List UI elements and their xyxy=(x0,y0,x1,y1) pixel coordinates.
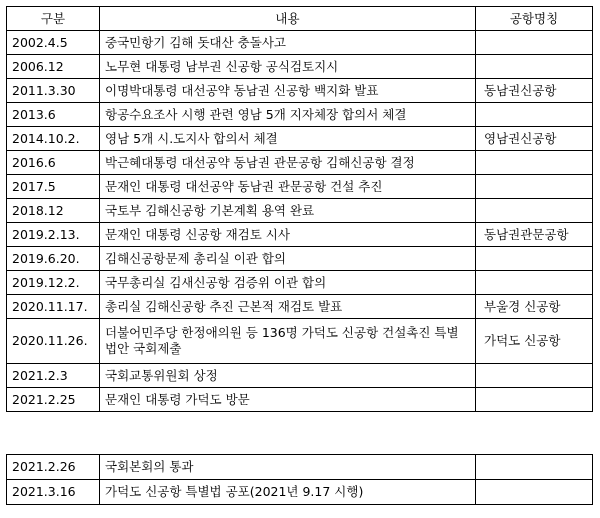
date-cell: 2019.12.2. xyxy=(7,271,100,295)
date-cell: 2013.6 xyxy=(7,103,100,127)
airport-name-cell: 동남권신공항 xyxy=(476,79,593,103)
airport-name-cell: 동남권관문공항 xyxy=(476,223,593,247)
table-row xyxy=(7,103,593,127)
content-cell: 국무총리실 김새신공항 검증위 이관 합의 xyxy=(100,271,476,295)
content-cell: 더불어민주당 한정애의원 등 136명 가덕도 신공항 건설촉진 특별법안 국회제출 xyxy=(100,319,476,364)
date-cell: 2017.5 xyxy=(7,175,100,199)
airport-name-cell xyxy=(476,480,593,505)
content-cell: 문재인 대통령 가덕도 방문 xyxy=(100,388,476,412)
table-row xyxy=(7,151,593,175)
airport-name-cell xyxy=(476,103,593,127)
date-cell: 2014.10.2. xyxy=(7,127,100,151)
date-cell: 2020.11.17. xyxy=(7,295,100,319)
content-cell: 항공수요조사 시행 관련 영남 5개 지자체장 합의서 체결 xyxy=(100,103,476,127)
date-cell: 2020.11.26. xyxy=(7,319,100,364)
content-cell: 영남 5개 시.도지사 합의서 체결 xyxy=(100,127,476,151)
date-cell: 2019.6.20. xyxy=(7,247,100,271)
table-row xyxy=(7,31,593,55)
table-row xyxy=(7,55,593,79)
airport-name-cell xyxy=(476,364,593,388)
date-cell: 2016.6 xyxy=(7,151,100,175)
table-row xyxy=(7,364,593,388)
airport-name-cell xyxy=(476,175,593,199)
content-cell: 이명박대통령 대선공약 동남권 신공항 백지화 발표 xyxy=(100,79,476,103)
header-date: 구분 xyxy=(7,7,100,31)
airport-name-cell xyxy=(476,55,593,79)
airport-name-cell: 영남권신공항 xyxy=(476,127,593,151)
content-cell: 국회본회의 통과 xyxy=(100,455,476,480)
date-cell: 2018.12 xyxy=(7,199,100,223)
airport-name-cell xyxy=(476,151,593,175)
date-cell: 2006.12 xyxy=(7,55,100,79)
timeline-table xyxy=(6,6,593,412)
content-cell: 김해신공항문제 총리실 이관 합의 xyxy=(100,247,476,271)
airport-name-cell xyxy=(476,455,593,480)
table-row xyxy=(7,388,593,412)
content-cell: 국토부 김해신공항 기본계획 용역 완료 xyxy=(100,199,476,223)
airport-name-cell: 가덕도 신공항 xyxy=(476,319,593,364)
content-cell: 국회교통위원회 상정 xyxy=(100,364,476,388)
date-cell: 2021.2.3 xyxy=(7,364,100,388)
airport-name-cell xyxy=(476,388,593,412)
date-cell: 2021.2.26 xyxy=(7,455,100,480)
content-cell: 박근혜대통령 대선공약 동남권 관문공항 김해신공항 결정 xyxy=(100,151,476,175)
table-row xyxy=(7,295,593,319)
header-row xyxy=(7,7,593,31)
table-row xyxy=(7,175,593,199)
date-cell: 2021.2.25 xyxy=(7,388,100,412)
table-row xyxy=(7,319,593,364)
header-airport-name: 공항명칭 xyxy=(476,7,593,31)
date-cell: 2011.3.30 xyxy=(7,79,100,103)
content-cell: 총리실 김해신공항 추진 근본적 재검토 발표 xyxy=(100,295,476,319)
airport-name-cell xyxy=(476,31,593,55)
content-cell: 노무현 대통령 남부권 신공항 공식검토지시 xyxy=(100,55,476,79)
table-row xyxy=(7,223,593,247)
table-row xyxy=(7,127,593,151)
content-cell: 중국민항기 김해 돗대산 충돌사고 xyxy=(100,31,476,55)
table-row xyxy=(7,247,593,271)
header-content: 내용 xyxy=(100,7,476,31)
airport-name-cell xyxy=(476,247,593,271)
airport-name-cell: 부울경 신공항 xyxy=(476,295,593,319)
timeline-table-continued xyxy=(6,454,593,505)
date-cell: 2002.4.5 xyxy=(7,31,100,55)
airport-name-cell xyxy=(476,271,593,295)
table-row xyxy=(7,271,593,295)
date-cell: 2019.2.13. xyxy=(7,223,100,247)
content-cell: 문재인 대통령 대선공약 동남권 관문공항 건설 추진 xyxy=(100,175,476,199)
table-row xyxy=(7,455,593,480)
content-cell: 가덕도 신공항 특별법 공포(2021년 9.17 시행) xyxy=(100,480,476,505)
airport-name-cell xyxy=(476,199,593,223)
table-row xyxy=(7,199,593,223)
date-cell: 2021.3.16 xyxy=(7,480,100,505)
table-row xyxy=(7,79,593,103)
content-cell: 문재인 대통령 신공항 재검토 시사 xyxy=(100,223,476,247)
table-row xyxy=(7,480,593,505)
